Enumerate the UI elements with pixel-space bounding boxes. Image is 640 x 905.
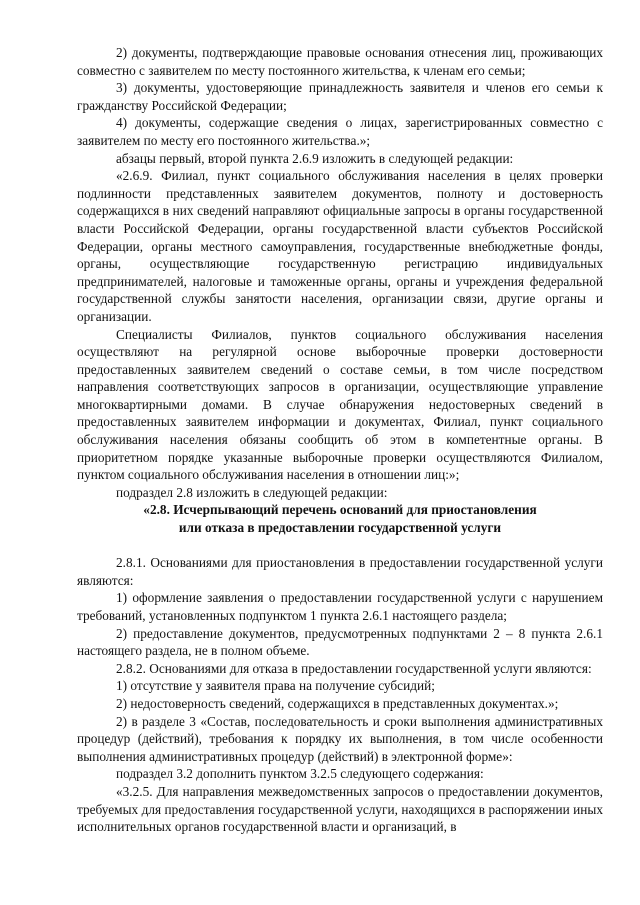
paragraph: подраздел 3.2 дополнить пунктом 3.2.5 следующего содержания:: [116, 766, 484, 782]
paragraph: 1) оформление заявления о предоставлении государственной услуги с нарушением требований, установленных подпунктом 1 пункта 2.6.1 настоящего раздела;: [77, 590, 603, 623]
paragraph: абзацы первый, второй пункта 2.6.9 изложить в следующей редакции:: [116, 150, 514, 166]
paragraph: 2) недостоверность сведений, содержащихся в представленных документах.»;: [116, 695, 559, 711]
paragraph: 2) документы, подтверждающие правовые основания отнесения лиц, проживающих совместно с заявителем по месту постоянного жительства, к членам его семьи;: [77, 45, 603, 78]
paragraph: «3.2.5. Для направления межведомственных запросов о предоставлении документов, требуемых для предоставления государственной услуги, находящихся в распоряжении иных исполнительных органов государственной власти и организаций, в: [77, 783, 603, 835]
paragraph: 1) отсутствие у заявителя права на получение субсидий;: [116, 678, 435, 694]
paragraph: 2) в разделе 3 «Состав, последовательность и сроки выполнения административных процедур (действий), требования к порядку их выполнения, в том числе особенности выполнения административных процедур (действий) в электронной форме»:: [77, 713, 603, 764]
paragraph: подраздел 2.8 изложить в следующей редакции:: [116, 484, 388, 500]
paragraph: 4) документы, содержащие сведения о лицах, зарегистрированных совместно с заявителем по месту его постоянного жительства.»;: [77, 115, 603, 148]
paragraph: 3) документы, удостоверяющие принадлежность заявителя и членов его семьи к гражданству Российской Федерации;: [77, 80, 603, 113]
section-heading-line-1: «2.8. Исчерпывающий перечень оснований для приостановления: [143, 502, 537, 518]
paragraph: 2.8.2. Основаниями для отказа в предоставлении государственной услуги являются:: [116, 660, 592, 676]
paragraph: Специалисты Филиалов, пунктов социального обслуживания населения осуществляют на регулярной основе выборочные проверки достоверности предоставленных заявителем сведений о составе семьи, в том числе посредством направления соответствующих запросов в организации, осуществляющие управление многоквартирными домами. В случае обнаружения недостоверных сведений в предоставленных заявителем информации и документах, Филиал, пункт социального обслуживания населения обязаны сообщить об этом в компетентные органы. В приоритетном порядке указанные выборочные проверки осуществляются Филиалом, пунктом социального обслуживания населения в отношении лиц:»;: [77, 326, 603, 483]
paragraph: 2) предоставление документов, предусмотренных подпунктами 2 – 8 пункта 2.6.1 настоящего раздела, не в полном объеме.: [77, 625, 603, 659]
paragraph: 2.8.1. Основаниями для приостановления в предоставлении государственной услуги являются:: [77, 555, 603, 588]
section-heading-line-2: или отказа в предоставлении государственной услуги: [178, 520, 502, 536]
paragraph: «2.6.9. Филиал, пункт социального обслуживания населения в целях проверки подлинности представленных заявителем документов, полноту и достоверность содержащихся в них сведений направляют официальные запросы в органы государственной власти Российской Федерации, органы государственной власти субъектов Российской Федерации, органы местного самоуправления, государственные внебюджетные фонды, органы, осуществляющие государственную регистрацию индивидуальных предпринимателей, налоговые и таможенные органы, органы и учреждения федеральной государственной службы занятости населения, организации связи, другие органы и организации.: [77, 168, 603, 324]
section-heading: [77, 501, 603, 536]
blank-line: [77, 537, 603, 555]
